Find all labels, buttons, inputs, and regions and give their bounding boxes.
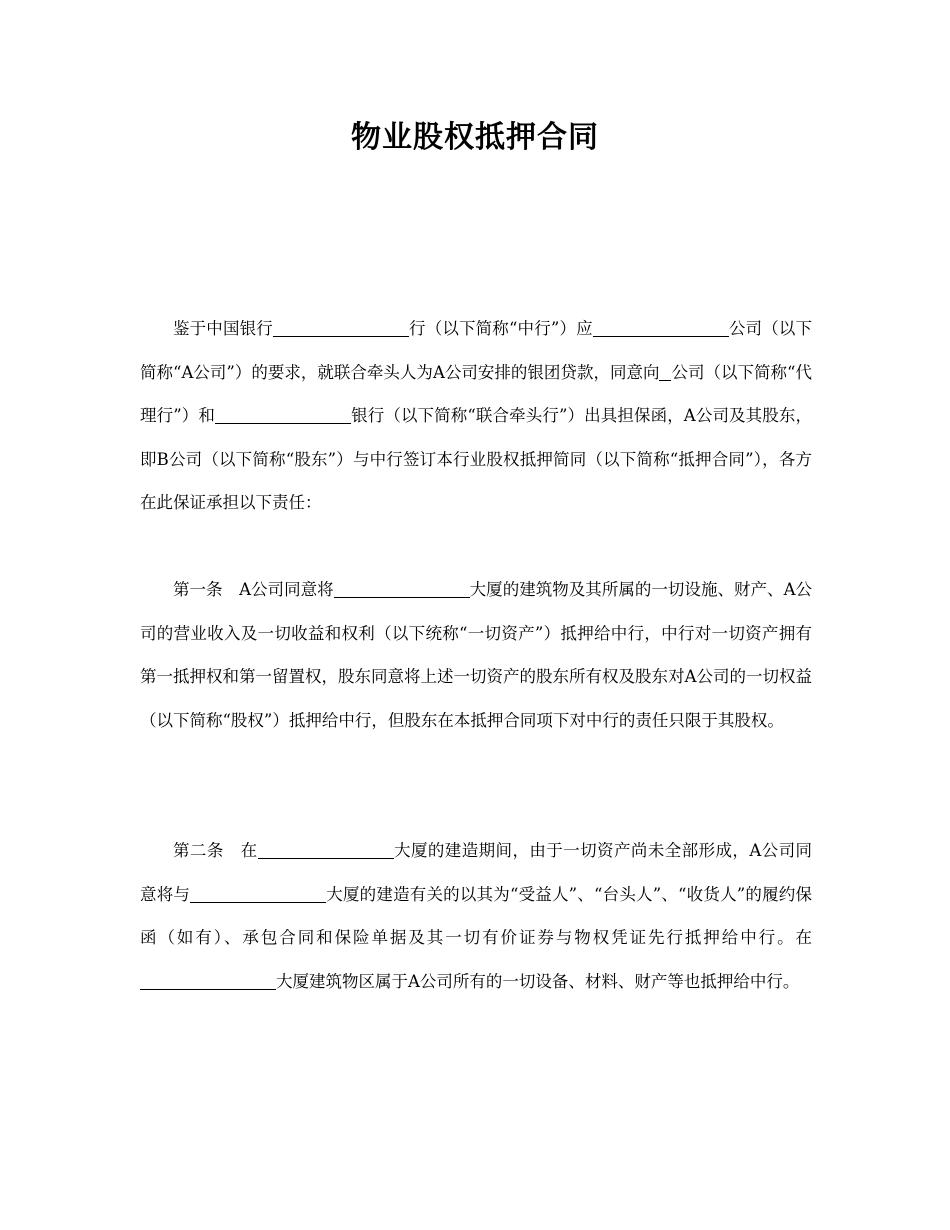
fill-in-blank[interactable] — [258, 842, 394, 860]
text-segment: 公司（以下简称“代理行”）和 — [140, 362, 812, 425]
text-segment: 银行（以下简称“联合牵头行”）出具担保函，A公司及其股东，即B公司（以下简称“股东”）与中行签订本行业股权抵押简同（以下简称“抵押合同”），各方在此保证承担以下责任： — [140, 406, 812, 512]
article-one-paragraph — [140, 568, 812, 742]
fill-in-blank[interactable] — [190, 885, 326, 903]
fill-in-blank[interactable] — [593, 320, 729, 338]
text-segment: 鉴于中国银行 — [173, 319, 273, 338]
text-segment: 大厦的建造期间，由于一切资产尚未全部形成，A公司同意将与 — [140, 841, 813, 904]
text-segment: 行（以下简称“中行”）应 — [408, 319, 593, 338]
text-segment: 大厦的建造有关的以其为“受益人”、“台头人”、“收货人”的履约保函（如有）、承包合同和保险单据及其一切有价证券与物权凭证先行抵押给中行。在 — [140, 884, 812, 947]
text-segment: 大厦的建筑物及其所属的一切设施、财产、A公司的营业收入及一切收益和权利（以下统称“一切资产”）抵押给中行，中行对一切资产拥有第一抵押权和第一留置权，股东同意将上述一切资产的股东所有权及股东对A公司的一切权益（以下简称“股权”）抵押给中行，但股东在本抵押合同项下对中行的责任只限于其股权。 — [140, 580, 813, 730]
text-segment: 第一条 A公司同意将 — [173, 580, 334, 599]
fill-in-blank[interactable] — [215, 407, 351, 425]
document-title: 物业股权抵押合同 — [351, 120, 599, 155]
fill-in-blank[interactable] — [273, 320, 409, 338]
text-segment: 公司（以下简称“A公司”）的要求，就联合牵头人为A公司安排的银团贷款，同意向 — [140, 319, 813, 382]
text-segment: 第二条 在 — [173, 841, 258, 860]
fill-in-blank[interactable] — [140, 972, 276, 990]
fill-in-blank[interactable] — [334, 581, 470, 599]
text-segment: 大厦建筑物区属于A公司所有的一切设备、材料、财产等也抵押给中行。 — [276, 971, 800, 991]
fill-in-blank[interactable] — [659, 363, 671, 381]
article-two-paragraph — [140, 829, 812, 1003]
preamble-paragraph — [140, 307, 812, 525]
